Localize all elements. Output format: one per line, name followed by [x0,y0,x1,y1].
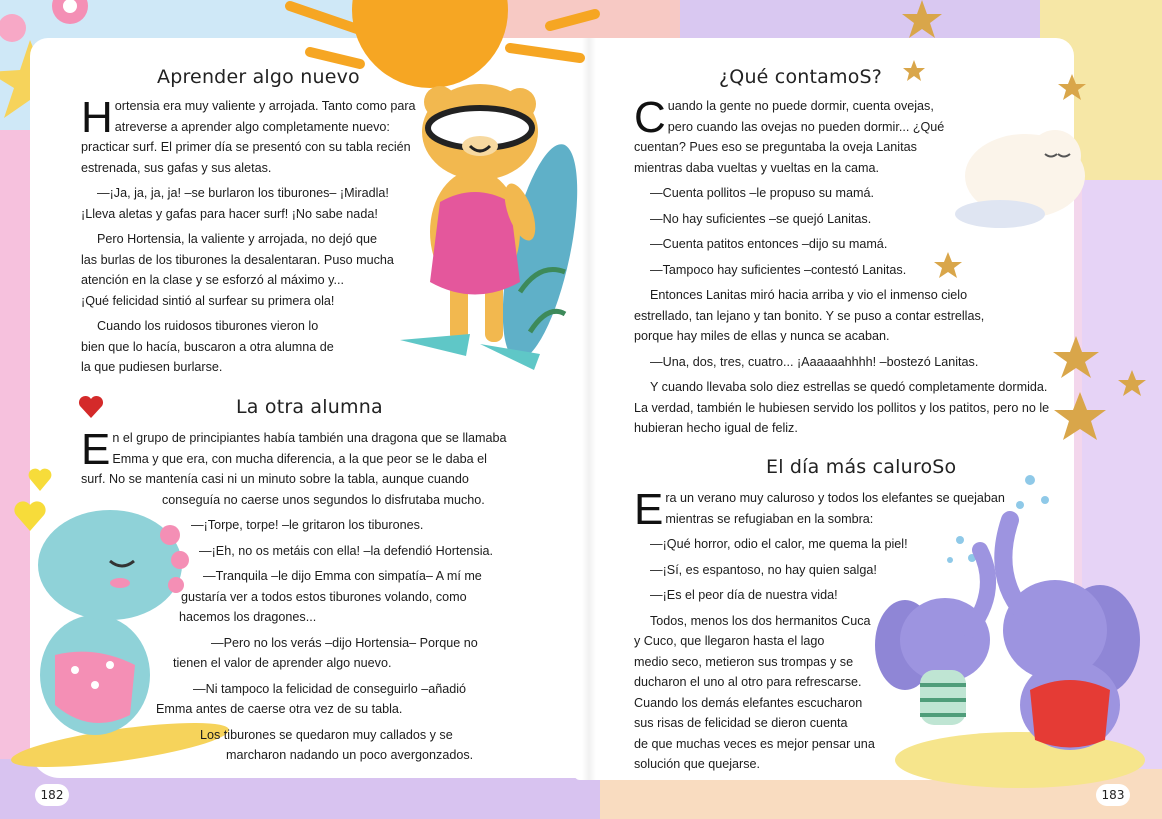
text-line: la que pudiesen burlarse. [81,360,223,374]
text-line: medio seco, metieron sus trompas y se [634,654,854,669]
story-text [81,425,507,766]
text-line: La verdad, también le hubiesen servido los pollitos y los patitos, pero no le [634,400,1050,415]
text-line: solución que quejarse. [634,757,761,771]
drop-cap: H [81,93,113,142]
story-title: ¿Qué contamoS? [719,66,883,88]
text-line: —Una, dos, tres, cuatro... ¡Aaaaaahhhh! –bostezó Lanitas. [650,354,979,369]
text-line: cuentan? Pues eso se preguntaba la oveja Lanitas [634,140,917,154]
text-line: ¡Qué felicidad sintió al surfear su primera ola! [81,293,335,308]
drop-cap: E [634,485,664,534]
text-line: mientras daba vueltas y vueltas en la cama. [634,160,880,175]
story-text [634,93,1050,439]
text-line: Cuando los demás elefantes escucharon [634,695,863,710]
drop-cap: E [81,425,111,474]
text-line: ducharon el uno al otro para refrescarse. [634,675,862,689]
text-line: estrellado, tan lejano y tan bonito. Y se puso a contar estrellas, [634,308,985,323]
text-line: n el grupo de principiantes había también una dragona que se llamaba [112,431,507,445]
text-line: surf. No se mantenía casi ni un minuto sobre la tabla, aunque cuando [81,472,469,486]
text-line: —¡Sí, es espantoso, no hay quien salga! [650,562,877,577]
drop-cap: C [634,93,666,142]
text-line: practicar surf. El primer día se presentó con su tabla recién [81,140,411,154]
heart-icon [78,394,104,420]
text-line: Cuando los ruidosos tiburones vieron lo [97,319,319,333]
text-line: Pero Hortensia, la valiente y arrojada, no dejó que [97,232,378,246]
text-line: —Cuenta patitos entonces –dijo su mamá. [650,237,888,251]
text-line: Emma y que era, con mucha diferencia, a la que peor se le daba el [112,451,487,466]
text-line: ra un verano muy caluroso y todos los elefantes se quejaban [665,491,1005,505]
text-line: y Cuco, que llegaron hasta el lago [634,634,825,648]
text-line: conseguía no caerse unos segundos lo disfrutaba mucho. [162,492,485,507]
text-line: hubieran hecho igual de feliz. [634,421,798,435]
book-gutter [582,38,596,780]
text-line: Y cuando llevaba solo diez estrellas se quedó completamente dormida. [650,380,1048,394]
story-title: La otra alumna [236,396,383,418]
story-text [81,93,416,378]
text-line: atención en la clase y se esforzó al máximo y... [81,273,344,287]
text-line: bien que lo hacía, buscaron a otra alumna de [81,339,334,354]
text-line: ortensia era muy valiente y arrojada. Tanto como para [114,99,416,113]
text-line: Emma antes de caerse otra vez de su tabla. [156,702,403,716]
text-line: Todos, menos los dos hermanitos Cuca [650,613,871,628]
text-line: mientras se refugiaban en la sombra: [665,511,874,526]
text-line: uando la gente no puede dormir, cuenta ovejas, [667,99,934,113]
page-number: 183 [1096,784,1130,806]
text-line: atreverse a aprender algo completamente nuevo: [114,119,390,134]
text-line: marcharon nadando un poco avergonzados. [226,748,474,762]
text-line: gustaría ver a todos estos tiburones volando, como [181,589,467,604]
text-line: —¡Eh, no os metáis con ella! –la defendió Hortensia. [199,543,494,558]
text-line: —Tampoco hay suficientes –contestó Lanitas. [650,262,907,277]
text-line: —¡Ja, ja, ja, ja! –se burlaron los tiburones– ¡Miradla! [97,186,389,200]
text-line: ¡Lleva aletas y gafas para hacer surf! ¡No sabe nada! [81,206,378,221]
text-line: las burlas de los tiburones la desalentaran. Puso mucha [81,252,394,267]
text-line: —¡Torpe, torpe! –le gritaron los tiburones. [191,518,424,532]
text-line: estrenada, sus gafas y sus aletas. [81,160,272,175]
text-line: —Cuenta pollitos –le propuso su mamá. [650,186,875,200]
text-line: pero cuando las ovejas no pueden dormir... ¿Qué [667,119,945,134]
story-title: Aprender algo nuevo [157,66,360,88]
text-line: hacemos los dragones... [179,610,317,624]
text-line: —¡Qué horror, odio el calor, me quema la piel! [650,537,908,551]
text-line: tienen el valor de aprender algo nuevo. [173,656,392,670]
story-title: El día más caluroSo [766,456,957,478]
text-line: —¡Es el peor día de nuestra vida! [650,588,838,602]
text-line: Entonces Lanitas miró hacia arriba y vio el inmenso cielo [650,288,968,302]
text-line: —Ni tampoco la felicidad de conseguirlo –añadió [193,681,467,696]
text-line: sus risas de felicidad se dieron cuenta [634,716,848,730]
page-number: 182 [35,784,69,806]
text-line: porque hay miles de ellas y nunca se acaban. [634,329,890,343]
text-line: Los tiburones se quedaron muy callados y se [200,727,453,742]
text-line: de que muchas veces es mejor pensar una [634,736,875,751]
story-text [634,485,1005,775]
text-line: —Tranquila –le dijo Emma con simpatía– A mí me [203,569,482,583]
text-line: —Pero no los verás –dijo Hortensia– Porque no [211,635,478,650]
text-line: —No hay suficientes –se quejó Lanitas. [650,211,872,226]
